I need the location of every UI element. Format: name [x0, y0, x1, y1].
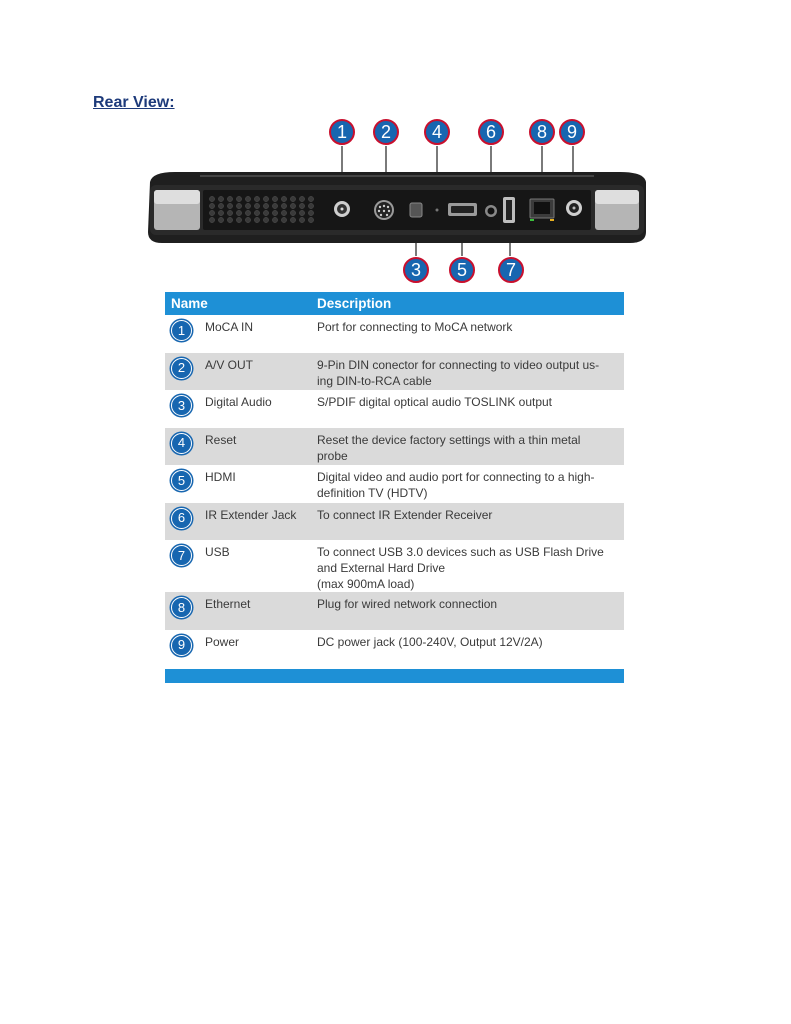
number-badge: 7 — [171, 545, 192, 566]
svg-text:5: 5 — [456, 260, 468, 280]
svg-text:1: 1 — [336, 122, 348, 142]
row-number-cell — [165, 353, 203, 391]
number-badge: 2 — [171, 358, 192, 379]
table-row — [165, 315, 624, 353]
port-name-cell: Reset — [203, 428, 311, 466]
description-line: Port for connecting to MoCA network — [317, 320, 513, 334]
column-header-name: Name — [165, 292, 311, 315]
port-description-cell — [311, 428, 624, 466]
callout-6 — [479, 120, 503, 144]
row-number-cell — [165, 503, 203, 541]
port-description-cell — [311, 465, 624, 503]
svg-text:8: 8 — [536, 122, 548, 142]
port-hdmi — [448, 203, 477, 216]
table-row — [165, 503, 624, 541]
table-header-row — [165, 292, 624, 315]
callout-5 — [450, 258, 474, 282]
table-row — [165, 540, 624, 592]
callout-7 — [499, 258, 523, 282]
callout-4 — [425, 120, 449, 144]
table-body — [165, 315, 624, 667]
row-number-cell — [165, 592, 203, 630]
number-badge: 5 — [171, 470, 192, 491]
row-number-cell — [165, 630, 203, 668]
row-number-cell — [165, 315, 203, 353]
callout-9 — [560, 120, 584, 144]
number-badge: 6 — [171, 508, 192, 529]
port-description-cell — [311, 592, 624, 630]
description-line: Reset the device factory settings with a thin metal — [317, 432, 581, 447]
description-line: S/PDIF digital optical audio TOSLINK output — [317, 395, 553, 409]
port-av-out — [374, 200, 394, 220]
port-name-cell: MoCA IN — [205, 320, 254, 334]
table-row — [165, 353, 624, 391]
svg-text:6: 6 — [485, 122, 497, 142]
column-header-description: Description — [311, 292, 624, 315]
table-footer-bar — [165, 669, 624, 683]
port-name-cell: IR Extender Jack — [203, 503, 311, 541]
port-name-cell: USB — [205, 545, 230, 559]
number-badge: 3 — [171, 395, 192, 416]
description-line: probe — [317, 448, 348, 463]
table-row — [165, 390, 624, 428]
port-description-cell — [311, 353, 624, 391]
number-badge: 8 — [171, 597, 192, 618]
port-usb — [503, 197, 515, 223]
svg-text:7: 7 — [505, 260, 517, 280]
svg-text:4: 4 — [431, 122, 443, 142]
row-number-cell — [165, 465, 203, 503]
port-ethernet — [530, 199, 554, 221]
port-name-cell: Power — [205, 634, 240, 649]
number-badge: 1 — [171, 320, 192, 341]
description-line: DC power jack (100-240V, Output 12V/2A) — [317, 634, 543, 649]
callout-2 — [374, 120, 398, 144]
port-description-cell — [311, 503, 624, 541]
port-moca-in — [334, 201, 350, 217]
device-rear-view-figure — [140, 115, 652, 290]
description-line: Digital video and audio port for connecting to a high- — [317, 470, 595, 484]
svg-text:3: 3 — [410, 260, 422, 280]
description-line: To connect IR Extender Receiver — [317, 507, 493, 522]
callout-3 — [404, 258, 428, 282]
port-power — [566, 200, 582, 216]
port-description-cell — [311, 390, 624, 428]
number-badge: 9 — [171, 635, 192, 656]
port-description-cell — [311, 540, 624, 592]
port-name-cell: A/V OUT — [203, 353, 311, 391]
svg-text:9: 9 — [566, 122, 578, 142]
section-title: Rear View: — [93, 94, 175, 111]
row-number-cell — [165, 390, 203, 428]
number-badge: 4 — [171, 433, 192, 454]
description-line: definition TV (HDTV) — [317, 486, 428, 500]
description-line: 9-Pin DIN conector for connecting to video output us- — [317, 357, 600, 372]
reset-pinhole — [436, 209, 439, 212]
port-description-cell — [311, 630, 624, 668]
callout-1 — [330, 120, 354, 144]
callout-8 — [530, 120, 554, 144]
port-description-table — [165, 292, 624, 667]
description-line: Plug for wired network connection — [317, 597, 498, 611]
description-line: (max 900mA load) — [317, 577, 415, 591]
port-name-cell: Ethernet — [203, 592, 311, 630]
port-ir-extender — [485, 205, 497, 217]
table-row — [165, 428, 624, 466]
description-line: ing DIN-to-RCA cable — [317, 373, 432, 388]
port-digital-audio — [410, 203, 422, 217]
port-description-cell — [311, 315, 624, 353]
description-line: and External Hard Drive — [317, 561, 446, 575]
description-line: To connect USB 3.0 devices such as USB Flash Drive — [317, 545, 604, 559]
row-number-cell — [165, 428, 203, 466]
table-row — [165, 465, 624, 503]
table-row — [165, 592, 624, 630]
port-name-cell: Digital Audio — [205, 395, 272, 409]
port-name-cell: HDMI — [205, 470, 236, 484]
table-row — [165, 630, 624, 668]
svg-text:2: 2 — [380, 122, 392, 142]
row-number-cell — [165, 540, 203, 592]
